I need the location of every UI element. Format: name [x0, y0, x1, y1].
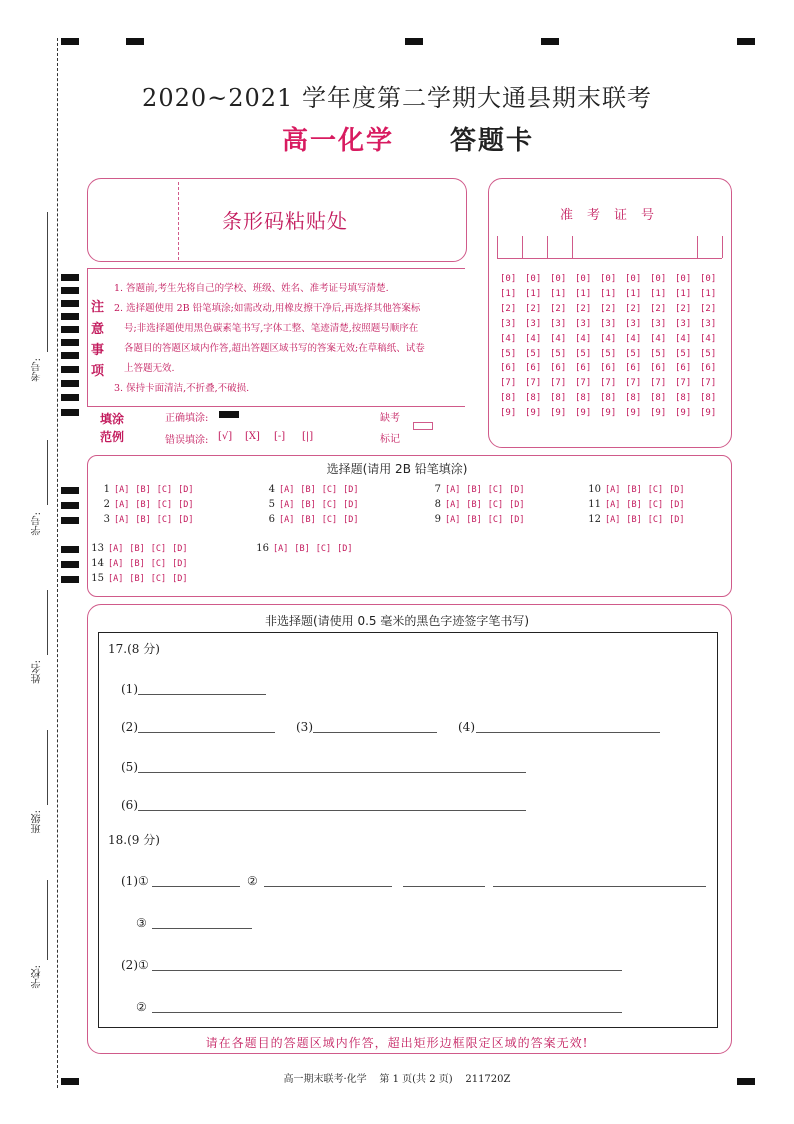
answer-bubble[interactable]: [A]: [114, 500, 130, 510]
exam-id-digit-column: [625, 272, 641, 421]
answer-line[interactable]: [152, 970, 622, 971]
answer-bubble[interactable]: [A]: [605, 500, 621, 510]
exam-id-digit-bubble[interactable]: [0]: [600, 274, 617, 284]
exam-id-digit-bubble[interactable]: [4]: [625, 333, 642, 344]
choice-question-row: [587, 484, 690, 495]
timing-mark: [61, 409, 79, 416]
notice-left-border: [87, 268, 88, 406]
exam-id-digit-bubble[interactable]: [5]: [650, 348, 667, 359]
exam-id-cell-divider: [547, 236, 548, 258]
timing-mark: [61, 352, 79, 359]
exam-id-digit-bubble[interactable]: [7]: [625, 378, 642, 389]
answer-bubble[interactable]: [D]: [172, 574, 188, 584]
answer-line[interactable]: [476, 732, 660, 733]
exam-id-digit-bubble[interactable]: [2]: [700, 303, 717, 314]
answer-bubble[interactable]: [B]: [300, 515, 316, 525]
answer-frame: [98, 632, 718, 1028]
exam-title: 2020~2021 学年度第二学期大通县期末联考: [142, 84, 652, 112]
answer-bubble[interactable]: [D]: [178, 485, 194, 495]
notice-line: 各题目的答题区域内作答,超出答题区域书写的答案无效;在草稿纸、试卷: [124, 343, 425, 354]
exam-id-digit-bubble[interactable]: [1]: [650, 288, 667, 299]
answer-bubble[interactable]: [A]: [445, 485, 461, 495]
exam-id-digit-bubble[interactable]: [7]: [675, 378, 692, 389]
class-line: [47, 730, 48, 805]
exam-id-digit-bubble[interactable]: [5]: [525, 348, 542, 359]
exam-id-digit-bubble[interactable]: [3]: [600, 318, 617, 329]
exam-id-cell-divider: [522, 236, 523, 258]
question-number: 13: [91, 543, 104, 554]
exam-id-digit-bubble[interactable]: [2]: [575, 303, 592, 314]
choice-question-row: [261, 514, 364, 525]
wrong-fill-sample: [|]: [302, 431, 314, 442]
exam-id-digit-bubble[interactable]: [7]: [600, 378, 617, 389]
answer-bubble[interactable]: [A]: [445, 515, 461, 525]
wrong-fill-sample: [X]: [245, 431, 260, 442]
answer-bubble[interactable]: [B]: [294, 544, 310, 554]
exam-id-digit-bubble[interactable]: [0]: [500, 274, 517, 284]
exam-id-digit-bubble[interactable]: [0]: [675, 274, 692, 284]
exam-id-digit-bubble[interactable]: [3]: [525, 318, 542, 329]
exam-id-digit-bubble[interactable]: [1]: [700, 288, 717, 299]
notice-line: 1. 答题前,考生先将自己的学校、班级、姓名、准考证号填写清楚.: [114, 283, 389, 294]
exam-id-digit-bubble[interactable]: [9]: [550, 408, 567, 419]
exam-id-digit-bubble[interactable]: [2]: [675, 303, 692, 314]
page-footer: 高一期末联考·化学 第 1 页(共 2 页) 211720Z: [283, 1074, 511, 1085]
question-number: 10: [588, 484, 601, 495]
question-number: 9: [434, 514, 441, 525]
timing-mark: [737, 38, 755, 45]
question-number: 16: [256, 543, 269, 554]
question-number: 14: [91, 558, 104, 569]
choice-question-row: [427, 499, 530, 510]
exam-id-digit-bubble[interactable]: [6]: [550, 363, 567, 374]
choice-question-row: [90, 558, 193, 569]
answer-bubble[interactable]: [D]: [172, 544, 188, 554]
answer-bubble[interactable]: [B]: [626, 485, 642, 495]
answer-bubble[interactable]: [A]: [114, 485, 130, 495]
exam-id-digit-bubble[interactable]: [7]: [500, 378, 517, 389]
exam-id-digit-bubble[interactable]: [3]: [575, 318, 592, 329]
exam-id-digit-bubble[interactable]: [2]: [525, 303, 542, 314]
exam-id-digit-bubble[interactable]: [9]: [600, 408, 617, 419]
exam-id-digit-bubble[interactable]: [0]: [525, 274, 542, 284]
exam-id-digit-bubble[interactable]: [8]: [675, 393, 692, 404]
exam-id-digit-bubble[interactable]: [6]: [600, 363, 617, 374]
answer-bubble[interactable]: [C]: [487, 500, 504, 510]
answer-line[interactable]: [138, 732, 275, 733]
exam-id-digit-bubble[interactable]: [2]: [625, 303, 642, 314]
exam-id-digit-column: [550, 272, 566, 421]
exam-id-title: 准考证号: [560, 208, 669, 223]
exam-id-digit-bubble[interactable]: [9]: [650, 408, 667, 419]
answer-line[interactable]: [403, 886, 485, 887]
school-label: 学校:: [32, 965, 43, 989]
exam-id-digit-bubble[interactable]: [6]: [575, 363, 592, 374]
correct-fill-sample: [219, 411, 239, 418]
exam-id-digit-column: [600, 272, 616, 421]
answer-bubble[interactable]: [D]: [509, 485, 525, 495]
question-number: 4: [268, 484, 275, 495]
exam-id-digit-bubble[interactable]: [2]: [500, 303, 517, 314]
answer-bubble[interactable]: [B]: [129, 544, 145, 554]
answer-bubble[interactable]: [B]: [626, 515, 642, 525]
notice-heading-char: 意: [91, 322, 105, 337]
notice-line: 3. 保持卡面清洁,不折叠,不破损.: [114, 383, 250, 394]
answer-bubble[interactable]: [C]: [150, 574, 167, 584]
exam-id-digit-bubble[interactable]: [9]: [575, 408, 592, 419]
choice-question-row: [261, 499, 364, 510]
question-number: 12: [588, 514, 601, 525]
exam-id-digit-bubble[interactable]: [7]: [525, 378, 542, 389]
exam-id-digit-bubble[interactable]: [4]: [500, 333, 517, 344]
exam-id-digit-bubble[interactable]: [0]: [650, 274, 667, 284]
answer-bubble[interactable]: [D]: [669, 485, 685, 495]
question-number: 3: [103, 514, 110, 525]
timing-mark: [61, 38, 79, 45]
answer-bubble[interactable]: [D]: [669, 515, 685, 525]
exam-id-digit-bubble[interactable]: [9]: [700, 408, 717, 419]
exam-id-digit-bubble[interactable]: [3]: [550, 318, 567, 329]
choice-question-row: [427, 484, 530, 495]
question-number: 8: [434, 499, 441, 510]
answer-bubble[interactable]: [D]: [669, 500, 685, 510]
q18-part-label: ②: [136, 1000, 147, 1014]
q18-part-label: (1)①: [121, 874, 149, 888]
exam-id-digit-bubble[interactable]: [3]: [650, 318, 667, 329]
answer-bubble[interactable]: [B]: [135, 485, 151, 495]
exam-id-digit-bubble[interactable]: [9]: [675, 408, 692, 419]
nonchoice-section-title: 非选择题(请使用 0.5 毫米的黑色字迹签字笔书写): [264, 614, 530, 628]
exam-id-digit-bubble[interactable]: [6]: [525, 363, 542, 374]
answer-bubble[interactable]: [C]: [150, 544, 167, 554]
exam-id-digit-bubble[interactable]: [9]: [625, 408, 642, 419]
exam-id-digit-bubble[interactable]: [4]: [550, 333, 567, 344]
answer-bubble[interactable]: [D]: [343, 485, 359, 495]
answer-bubble[interactable]: [D]: [343, 515, 359, 525]
absent-label: 缺考: [380, 413, 400, 424]
answer-bubble[interactable]: [B]: [300, 485, 316, 495]
notice-heading-char: 事: [91, 343, 105, 358]
exam-id-digit-bubble[interactable]: [6]: [500, 363, 517, 374]
choice-question-row: [427, 514, 530, 525]
answer-bubble[interactable]: [B]: [129, 574, 145, 584]
wrong-fill-label: 错误填涂:: [165, 435, 209, 446]
exam-id-digit-bubble[interactable]: [4]: [600, 333, 617, 344]
answer-bubble[interactable]: [C]: [321, 500, 338, 510]
exam-id-digit-column: [650, 272, 666, 421]
notice-line: 号;非选择题使用黑色碳素笔书写,字体工整、笔迹清楚,按照题号顺序在: [124, 323, 419, 334]
exam-id-digit-bubble[interactable]: [8]: [625, 393, 642, 404]
exam-id-digit-bubble[interactable]: [8]: [600, 393, 617, 404]
q17-part-label: (3): [296, 720, 313, 734]
answer-bubble[interactable]: [C]: [156, 515, 173, 525]
answer-line[interactable]: [138, 694, 266, 695]
notice-heading-char: 注: [91, 300, 105, 315]
answer-bubble[interactable]: [A]: [108, 544, 124, 554]
exam-id-digit-column: [525, 272, 541, 421]
exam-id-digit-bubble[interactable]: [7]: [575, 378, 592, 389]
exam-id-digit-bubble[interactable]: [8]: [575, 393, 592, 404]
answer-line[interactable]: [138, 810, 526, 811]
exam-id-digit-bubble[interactable]: [3]: [625, 318, 642, 329]
exam-id-digit-bubble[interactable]: [4]: [575, 333, 592, 344]
choice-question-row: [255, 543, 358, 554]
answer-bubble[interactable]: [B]: [466, 515, 482, 525]
exam-id-digit-bubble[interactable]: [3]: [700, 318, 717, 329]
wrong-fill-sample: [√]: [218, 431, 233, 442]
answer-bubble[interactable]: [D]: [509, 500, 525, 510]
answer-line[interactable]: [264, 886, 392, 887]
exam-id-digit-bubble[interactable]: [5]: [500, 348, 517, 359]
answer-bubble[interactable]: [B]: [626, 500, 642, 510]
barcode-divider: [178, 182, 179, 260]
exam-id-digit-bubble[interactable]: [5]: [700, 348, 717, 359]
answer-bubble[interactable]: [D]: [343, 500, 359, 510]
exam-id-digit-column: [575, 272, 591, 421]
timing-mark: [61, 546, 79, 553]
answer-bubble[interactable]: [A]: [605, 485, 621, 495]
timing-mark: [61, 561, 79, 568]
answer-bubble[interactable]: [A]: [279, 515, 295, 525]
exam-id-digit-bubble[interactable]: [2]: [650, 303, 667, 314]
answer-bubble[interactable]: [C]: [321, 485, 338, 495]
choice-question-row: [96, 514, 199, 525]
exam-id-digit-bubble[interactable]: [8]: [700, 393, 717, 404]
q17-part-label: (4): [458, 720, 475, 734]
subject-title: 高一化学: [282, 126, 395, 156]
exam-id-digit-bubble[interactable]: [1]: [625, 288, 642, 299]
exam-id-cell-divider: [497, 236, 498, 258]
exam-id-digit-bubble[interactable]: [5]: [675, 348, 692, 359]
answer-bubble[interactable]: [C]: [156, 485, 173, 495]
answer-bubble[interactable]: [D]: [509, 515, 525, 525]
notice-line: 2. 选择题使用 2B 铅笔填涂;如需改动,用橡皮擦干净后,再选择其他答案标: [114, 303, 421, 314]
barcode-label: 条形码粘贴处: [222, 209, 348, 233]
answer-line[interactable]: [493, 886, 706, 887]
question-number: 7: [434, 484, 441, 495]
answer-bubble[interactable]: [A]: [108, 559, 124, 569]
question-number: 2: [103, 499, 110, 510]
exam-id-digit-bubble[interactable]: [5]: [575, 348, 592, 359]
exam-id-digit-bubble[interactable]: [1]: [550, 288, 567, 299]
q17-part-label: (1): [121, 682, 138, 696]
exam-id-digit-bubble[interactable]: [8]: [650, 393, 667, 404]
answer-bubble[interactable]: [A]: [605, 515, 621, 525]
exam-id-digit-bubble[interactable]: [6]: [675, 363, 692, 374]
answer-line[interactable]: [152, 1012, 622, 1013]
answer-bubble[interactable]: [A]: [273, 544, 289, 554]
exam-id-digit-bubble[interactable]: [4]: [700, 333, 717, 344]
exam-id-digit-bubble[interactable]: [9]: [525, 408, 542, 419]
correct-fill-label: 正确填涂:: [165, 413, 209, 424]
exam-id-digit-bubble[interactable]: [9]: [500, 408, 517, 419]
exam-no-line: [47, 212, 48, 352]
answer-bubble[interactable]: [C]: [321, 515, 338, 525]
exam-no-label: 考号:: [32, 358, 43, 382]
wrong-fill-sample: [-]: [274, 431, 286, 442]
choice-question-row: [90, 573, 193, 584]
timing-mark: [61, 576, 79, 583]
q18-part-label: ②: [247, 874, 258, 888]
absent-mark-box[interactable]: [413, 422, 433, 430]
answer-line[interactable]: [313, 732, 437, 733]
choice-question-row: [587, 499, 690, 510]
choice-question-row: [96, 484, 199, 495]
exam-id-digit-bubble[interactable]: [1]: [575, 288, 592, 299]
q17-part-label: (5): [121, 760, 138, 774]
exam-id-digit-bubble[interactable]: [0]: [575, 274, 592, 284]
exam-id-digit-bubble[interactable]: [6]: [625, 363, 642, 374]
exam-id-digit-bubble[interactable]: [3]: [500, 318, 517, 329]
answer-bubble[interactable]: [C]: [487, 485, 504, 495]
answer-bubble[interactable]: [B]: [135, 515, 151, 525]
exam-id-digit-bubble[interactable]: [8]: [550, 393, 567, 404]
answer-line[interactable]: [138, 772, 526, 773]
timing-mark: [61, 517, 79, 524]
answer-bubble[interactable]: [C]: [647, 485, 664, 495]
timing-mark: [61, 313, 79, 320]
footer-warning: 请在各题目的答题区域内作答，超出矩形边框限定区域的答案无效!: [205, 1036, 589, 1050]
notice-heading-char: 项: [91, 364, 105, 379]
q17-part-label: (2): [121, 720, 138, 734]
exam-id-digit-bubble[interactable]: [4]: [675, 333, 692, 344]
answer-line[interactable]: [152, 886, 240, 887]
class-label: 班级:: [32, 810, 43, 834]
timing-mark: [61, 274, 79, 281]
exam-id-digit-bubble[interactable]: [4]: [525, 333, 542, 344]
answer-bubble[interactable]: [B]: [300, 500, 316, 510]
exam-id-digit-bubble[interactable]: [5]: [625, 348, 642, 359]
answer-bubble[interactable]: [A]: [279, 485, 295, 495]
exam-id-digit-bubble[interactable]: [1]: [500, 288, 517, 299]
exam-id-digit-bubble[interactable]: [3]: [675, 318, 692, 329]
timing-mark: [61, 380, 79, 387]
exam-id-digit-bubble[interactable]: [0]: [700, 274, 717, 284]
question-number: 5: [268, 499, 275, 510]
exam-id-digit-bubble[interactable]: [1]: [675, 288, 692, 299]
fill-example-border: [87, 406, 465, 407]
timing-mark: [61, 394, 79, 401]
answer-bubble[interactable]: [D]: [172, 559, 188, 569]
exam-id-digit-bubble[interactable]: [8]: [500, 393, 517, 404]
exam-id-digit-bubble[interactable]: [1]: [525, 288, 542, 299]
answer-bubble[interactable]: [A]: [445, 500, 461, 510]
exam-id-digit-bubble[interactable]: [2]: [600, 303, 617, 314]
exam-id-digit-column: [500, 272, 516, 421]
answer-bubble[interactable]: [B]: [129, 559, 145, 569]
student-no-label: 学号:: [32, 512, 43, 536]
name-label: 姓名:: [32, 660, 43, 684]
exam-id-cell-divider: [722, 236, 723, 258]
exam-id-digit-column: [675, 272, 691, 421]
q17-part-label: (6): [121, 798, 138, 812]
exam-id-digit-bubble[interactable]: [6]: [650, 363, 667, 374]
exam-id-digit-bubble[interactable]: [2]: [550, 303, 567, 314]
exam-id-digit-column: [700, 272, 716, 421]
exam-id-digit-bubble[interactable]: [5]: [600, 348, 617, 359]
answer-card-title: 答题卡: [450, 126, 535, 156]
notice-top-border: [87, 268, 465, 269]
absent-label: 标记: [380, 434, 400, 445]
choice-question-row: [261, 484, 364, 495]
answer-bubble[interactable]: [A]: [108, 574, 124, 584]
exam-id-digit-bubble[interactable]: [7]: [650, 378, 667, 389]
exam-id-digit-bubble[interactable]: [7]: [550, 378, 567, 389]
timing-mark: [61, 502, 79, 509]
choice-question-row: [587, 514, 690, 525]
exam-id-digit-bubble[interactable]: [1]: [600, 288, 617, 299]
choice-section-title: 选择题(请用 2B 铅笔填涂): [326, 462, 468, 476]
answer-bubble[interactable]: [A]: [114, 515, 130, 525]
answer-bubble[interactable]: [D]: [178, 515, 194, 525]
question-number: 6: [268, 514, 275, 525]
exam-id-digit-bubble[interactable]: [4]: [650, 333, 667, 344]
answer-bubble[interactable]: [C]: [487, 515, 504, 525]
choice-question-row: [96, 499, 199, 510]
fill-example-label: 范例: [100, 430, 125, 444]
school-line: [47, 880, 48, 960]
answer-line[interactable]: [152, 928, 252, 929]
exam-id-digit-bubble[interactable]: [8]: [525, 393, 542, 404]
timing-mark: [126, 38, 144, 45]
exam-id-digit-bubble[interactable]: [5]: [550, 348, 567, 359]
answer-bubble[interactable]: [D]: [337, 544, 353, 554]
answer-bubble[interactable]: [D]: [178, 500, 194, 510]
question-number: 1: [103, 484, 110, 495]
timing-mark: [61, 487, 79, 494]
notice-line: 上答题无效.: [124, 363, 175, 374]
timing-mark: [61, 366, 79, 373]
question-number: 15: [91, 573, 104, 584]
exam-id-digit-bubble[interactable]: [0]: [550, 274, 567, 284]
fill-example-label: 填涂: [100, 412, 125, 426]
answer-bubble[interactable]: [C]: [150, 559, 167, 569]
answer-bubble[interactable]: [A]: [279, 500, 295, 510]
timing-mark: [61, 300, 79, 307]
binding-line: [57, 38, 58, 1088]
exam-id-digit-bubble[interactable]: [0]: [625, 274, 642, 284]
question-number: 11: [588, 499, 601, 510]
answer-bubble[interactable]: [B]: [135, 500, 151, 510]
timing-mark: [61, 339, 79, 346]
timing-mark: [405, 38, 423, 45]
q18-part-label: ③: [136, 916, 147, 930]
timing-mark: [61, 287, 79, 294]
q17-heading: 17.(8 分): [108, 642, 160, 656]
timing-mark: [61, 326, 79, 333]
q18-heading: 18.(9 分): [108, 833, 160, 847]
answer-bubble[interactable]: [C]: [156, 500, 173, 510]
exam-id-cell-divider: [572, 236, 573, 258]
exam-id-digit-bubble[interactable]: [6]: [700, 363, 717, 374]
answer-bubble[interactable]: [C]: [315, 544, 332, 554]
timing-mark: [541, 38, 559, 45]
answer-bubble[interactable]: [C]: [647, 500, 664, 510]
answer-bubble[interactable]: [C]: [647, 515, 664, 525]
exam-id-write-row[interactable]: [497, 236, 722, 259]
exam-id-digit-bubble[interactable]: [7]: [700, 378, 717, 389]
answer-bubble[interactable]: [B]: [466, 485, 482, 495]
answer-bubble[interactable]: [B]: [466, 500, 482, 510]
choice-question-row: [90, 543, 193, 554]
q18-part-label: (2)①: [121, 958, 149, 972]
exam-id-cell-divider: [697, 236, 698, 258]
